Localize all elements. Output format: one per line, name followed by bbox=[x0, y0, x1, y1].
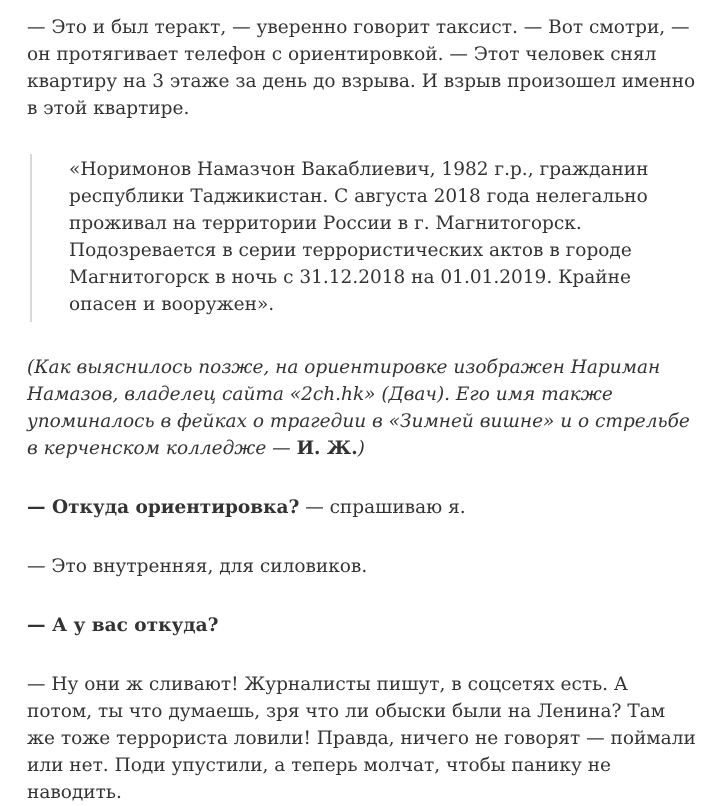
editor-note-text: (Как выяснилось позже, на ориентировке изображен Нариман Намазов, владелец сайта «2ch.hk» (Двач). Его имя также упоминалось в фейках о трагедии в «Зимней вишне» и о стрельбе в керченском колледже — bbox=[27, 357, 690, 459]
paragraph-taxi-driver: — Это и был теракт, — уверенно говорит таксист. — Вот смотри, — он протягивает телефон с ориентировкой. — Этот человек снял квартиру на 3 этаже за день до взрыва. И взрыв произошел именно в этой квартире. bbox=[27, 17, 696, 119]
dialog-answer-internal: — Это внутренняя, для силовиков. bbox=[27, 556, 368, 577]
dialog-question-yours-text: — А у вас откуда? bbox=[27, 615, 219, 636]
dialog-question-source bbox=[27, 494, 697, 521]
quote-text: «Норимонов Намазчон Вакаблиевич, 1982 г.р., гражданин республики Таджикистан. С августа 2018 года нелегально проживал на территории России в г. Магнитогорск. Подозревается в серии террористических актов в городе Магнитогорск в ночь с 31.12.2018 на 01.01.2019. Крайне опасен и вооружен». bbox=[69, 159, 649, 315]
dialog-question-yours bbox=[27, 612, 697, 639]
editor-note bbox=[27, 354, 697, 462]
article-body bbox=[27, 14, 697, 806]
paragraph-leak-answer: — Ну они ж сливают! Журналисты пишут, в соцсетях есть. А потом, ты что думаешь, зря что ли обыски были на Ленина? Там же тоже террориста ловили! Правда, ничего не говорят — поймали или нет. Поди упустили, а теперь молчат, чтобы панику не наводить. bbox=[27, 674, 696, 803]
dialog-question-text: Откуда ориентировка? bbox=[51, 497, 300, 518]
editor-note-author: И. Ж. bbox=[296, 438, 358, 459]
dialog-dash: — bbox=[27, 497, 52, 518]
editor-note-closing: ) bbox=[357, 438, 365, 459]
dialog-question-rest: — спрашиваю я. bbox=[299, 497, 466, 518]
blockquote-wanted-notice bbox=[30, 154, 697, 322]
